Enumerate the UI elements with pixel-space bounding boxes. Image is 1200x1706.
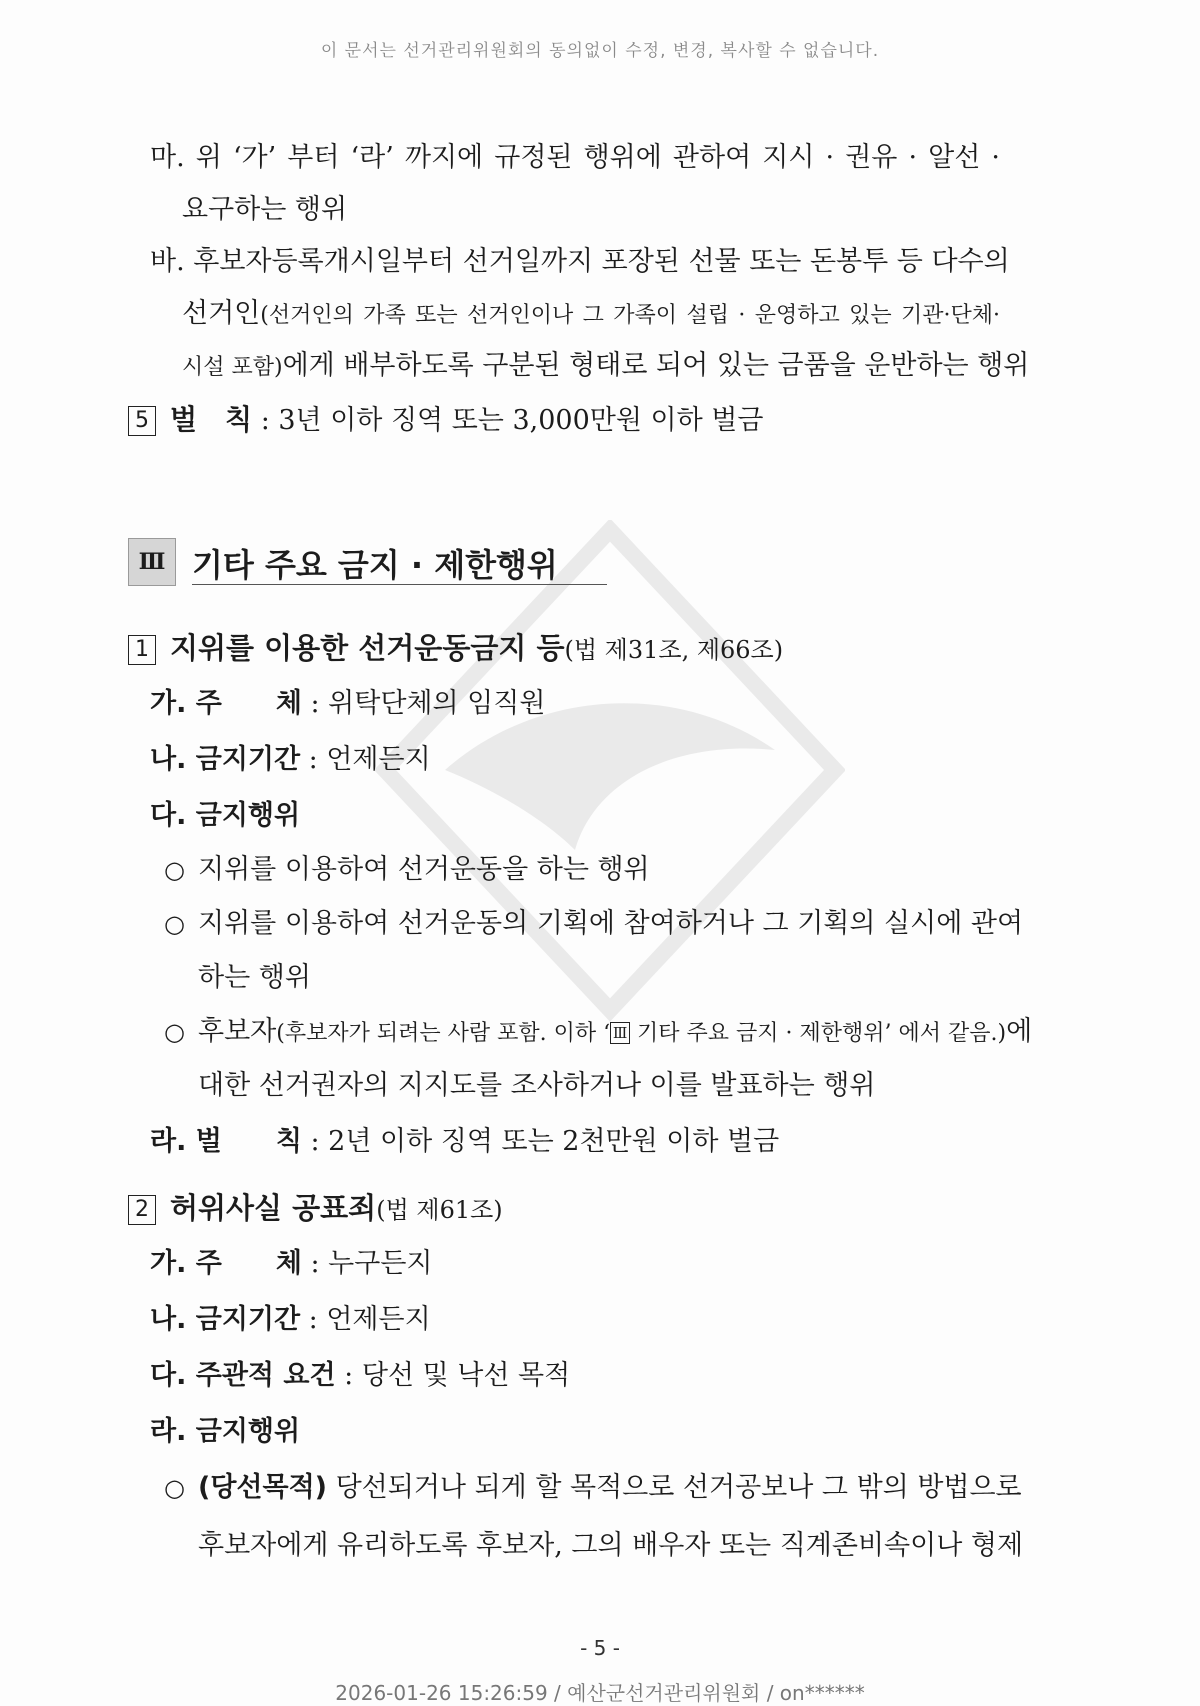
subsection-1-bullet-2-text: 지위를 이용하여 선거운동의 기획에 참여하거나 그 기획의 실시에 관여 [198,908,1024,939]
subsection-1-acts-label: 다. 금지행위 [150,800,301,831]
item-ba-line3-paren: 시설 포함) [182,355,283,380]
subsection-2-heading [128,1190,503,1228]
subsection-2-title: 허위사실 공표죄 [170,1191,377,1225]
subsection-1-bullet-3-main: 후보자 [198,1016,277,1047]
subsection-2-subject-value: : 누구든지 [310,1248,433,1279]
item-ba-line3 [182,348,1030,386]
boxed-number-5: 5 [128,406,156,436]
subsection-2-period-label: 나. 금지기간 [150,1304,301,1335]
item-ba-line1: 바. 후보자등록개시일부터 선거일까지 포장된 선물 또는 돈봉투 등 다수의 [150,246,1010,277]
subsection-1-bullet-3-paren-a: (후보자가 되려는 사람 포함. 이하 ‘ [276,1021,611,1046]
item-ba-line3-main: 에게 배부하도록 구분된 형태로 되어 있는 금품을 운반하는 행위 [282,350,1030,381]
copy-restriction-notice: 이 문서는 선거관리위원회의 동의없이 수정, 변경, 복사할 수 없습니다. [320,41,880,61]
subsection-1-bullet-3-tail: 에 [1006,1016,1033,1047]
subsection-1-bullet-3-paren-b: 기타 주요 금지 · 제한행위’ 에서 같음.) [630,1021,1007,1046]
subsection-2-bullet-1-rest: 당선되거나 되게 할 목적으로 선거공보나 그 밖의 방법으로 [327,1472,1022,1503]
subsection-1-heading [128,630,783,668]
penalty-5-line [128,402,763,439]
item-ba-line2-paren: (선거인의 가족 또는 선거인이나 그 가족이 설립 · 운영하고 있는 기관·단체· [260,303,1000,328]
bullet-circle-icon: ○ [164,1018,185,1046]
subsection-1-subject [150,686,545,722]
subsection-2-condition [150,1358,570,1394]
subsection-2-subject-label: 가. 주 체 [150,1248,302,1279]
page-number: - 5 - [580,1636,620,1660]
subsection-2-bullet-1-bold: (당선목적) [198,1472,328,1503]
bullet-circle-icon: ○ [164,856,185,884]
subsection-1-period-label: 나. 금지기간 [150,744,301,775]
subsection-1-bullet-3-roman-box: Ⅲ [610,1022,630,1044]
boxed-number-2: 2 [128,1195,156,1225]
subsection-2-subject [150,1246,433,1282]
subsection-1-bullet-1 [164,852,650,888]
section-3-roman-box: Ⅲ [128,538,176,586]
subsection-1-bullet-2-line2: 하는 행위 [198,962,311,993]
item-ma-line2: 요구하는 행위 [182,194,348,225]
section-3-title: 기타 주요 금지 · 제한행위 [192,546,558,584]
subsection-1-bullet-3-line1 [164,1014,1032,1052]
subsection-2-acts-label: 라. 금지행위 [150,1416,301,1447]
penalty-5-text: : 3년 이하 징역 또는 3,000만원 이하 벌금 [260,405,764,436]
subsection-1-law: (법 제31조, 제66조) [564,636,784,664]
subsection-1-subject-value: : 위탁단체의 임직원 [310,688,546,719]
subsection-2-bullet-1-line2: 후보자에게 유리하도록 후보자, 그의 배우자 또는 직계존비속이나 형제 [198,1530,1024,1561]
subsection-1-penalty-label: 라. 벌 칙 [150,1126,302,1157]
subsection-2-period-value: : 언제든지 [308,1304,431,1335]
subsection-1-title: 지위를 이용한 선거운동금지 등 [170,631,565,665]
election-commission-watermark-logo [375,520,845,1040]
bullet-circle-icon: ○ [164,1474,185,1502]
subsection-2-condition-value: : 당선 및 낙선 목적 [344,1360,571,1391]
subsection-1-period-value: : 언제든지 [308,744,431,775]
subsection-1-bullet-1-text: 지위를 이용하여 선거운동을 하는 행위 [198,854,650,885]
penalty-5-label: 벌 칙 [170,403,253,436]
subsection-1-penalty-value: : 2년 이하 징역 또는 2천만원 이하 벌금 [310,1126,780,1157]
boxed-number-1: 1 [128,635,156,665]
print-footer: 2026-01-26 15:26:59 / 예산군선거관리위원회 / on****** [335,1681,865,1705]
item-ba-line2 [182,296,1000,334]
subsection-1-period [150,742,431,778]
item-ba-line2-main: 선거인 [182,298,261,329]
subsection-2-law: (법 제61조) [376,1196,503,1224]
subsection-1-bullet-2-line1 [164,906,1024,942]
section-3-underline [192,584,607,585]
bullet-circle-icon: ○ [164,910,185,938]
subsection-2-bullet-1-line1 [164,1470,1022,1506]
subsection-1-subject-label: 가. 주 체 [150,688,302,719]
subsection-2-condition-label: 다. 주관적 요건 [150,1360,336,1391]
item-ma-line1: 마. 위 ‘가’ 부터 ‘라’ 까지에 규정된 행위에 관하여 지시 · 권유 · 알선 · [150,142,1000,173]
subsection-1-bullet-3-line2: 대한 선거권자의 지지도를 조사하거나 이를 발표하는 행위 [198,1070,876,1101]
subsection-2-period [150,1302,431,1338]
subsection-1-penalty [150,1124,779,1160]
